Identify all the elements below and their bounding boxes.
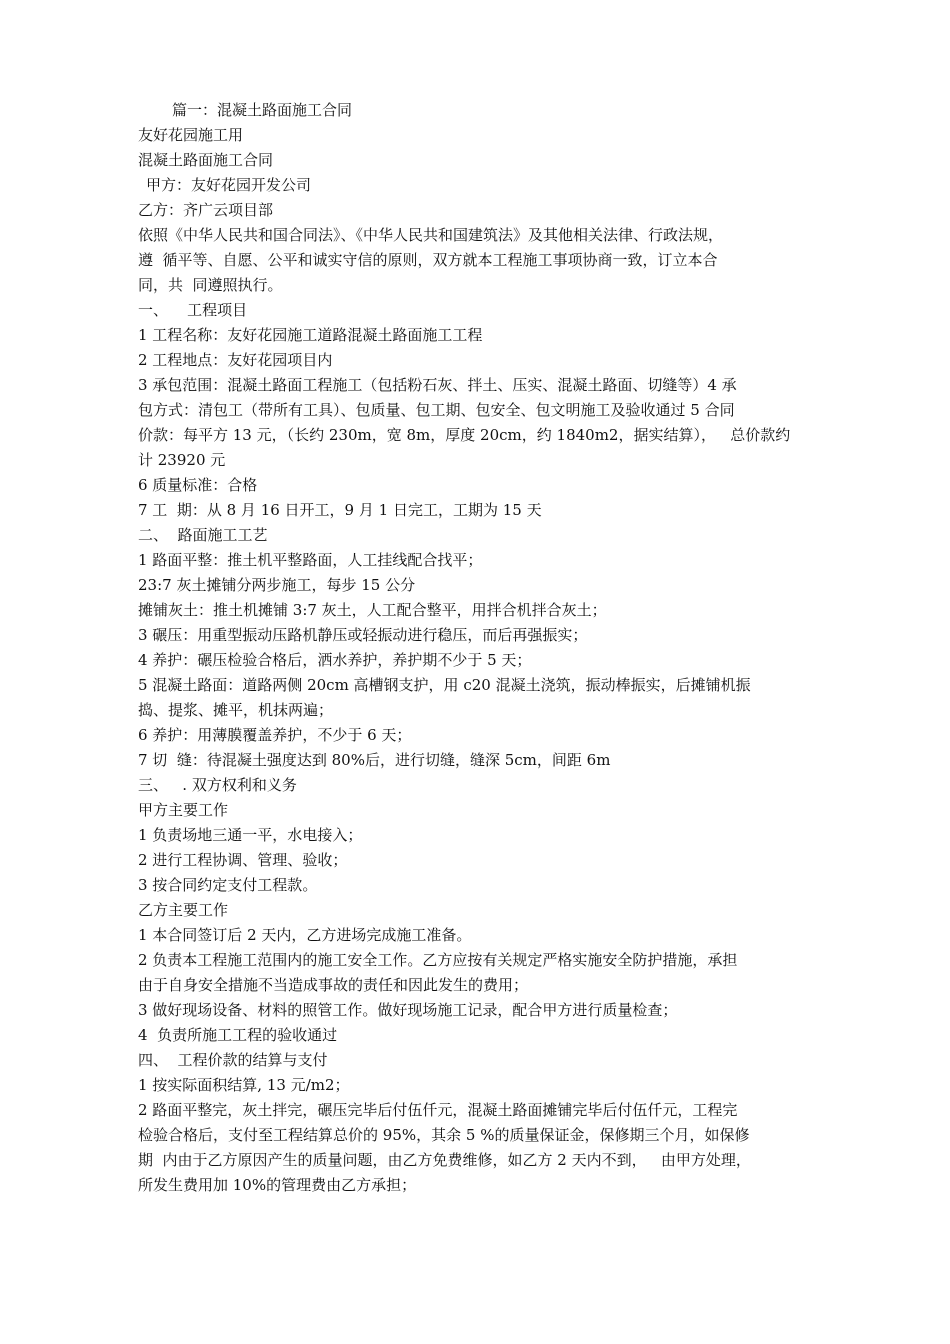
paragraph-line: 所发生费用加 10%的管理费由乙方承担； — [138, 1176, 417, 1194]
paragraph-line: 4 养护：碾压检验合格后，洒水养护，养护期不少于 5 天； — [138, 651, 532, 669]
subtitle-line: 友好花园施工用 — [138, 126, 244, 144]
section-heading: 一、 工程项目 — [138, 301, 248, 319]
subsection-heading: 乙方主要工作 — [138, 901, 229, 919]
paragraph-line: 2 负责本工程施工范围内的施工安全工作。乙方应按有关规定严格实施安全防护措施，承担 — [138, 951, 738, 969]
paragraph-line: 依照《中华人民共和国合同法》、《中华人民共和国建筑法》及其他相关法律、行政法规， — [138, 226, 724, 244]
paragraph-line: 3 做好现场设备、材料的照管工作。做好现场施工记录，配合甲方进行质量检查； — [138, 1001, 678, 1019]
paragraph-line: 3 按合同约定支付工程款。 — [138, 876, 318, 894]
document-title: 篇一：混凝土路面施工合同 — [172, 101, 353, 119]
paragraph-line: 5 混凝土路面：道路两侧 20cm 高槽钢支护，用 c20 混凝土浇筑，振动棒振实，后摊铺机振 — [138, 676, 751, 694]
paragraph-line: 1 工程名称：友好花园施工道路混凝土路面施工工程 — [138, 326, 483, 344]
paragraph-line: 6 养护：用薄膜覆盖养护，不少于 6 天； — [138, 726, 412, 744]
section-heading: 三、 . 双方权利和义务 — [138, 776, 297, 794]
subsection-heading: 甲方主要工作 — [138, 801, 229, 819]
section-heading: 二、 路面施工工艺 — [138, 526, 268, 544]
paragraph-line: 期 内由于乙方原因产生的质量问题，由乙方免费维修，如乙方 2 天内不到， 由甲方处理， — [138, 1151, 751, 1169]
paragraph-line: 1 按实际面积结算, 13 元/m2； — [138, 1076, 350, 1094]
contract-name-line: 混凝土路面施工合同 — [138, 151, 274, 169]
section-heading: 四、 工程价款的结算与支付 — [138, 1051, 328, 1069]
paragraph-line: 1 路面平整：推土机平整路面，人工挂线配合找平； — [138, 551, 483, 569]
paragraph-line: 4 负责所施工工程的验收通过 — [138, 1026, 338, 1044]
paragraph-line: 由于自身安全措施不当造成事故的责任和因此发生的费用； — [138, 976, 529, 994]
paragraph-line: 3 承包范围：混凝土路面工程施工（包括粉石灰、拌土、压实、混凝土路面、切缝等）4 承 — [138, 376, 737, 394]
contract-text — [138, 98, 828, 1198]
paragraph-line: 2 工程地点：友好花园项目内 — [138, 351, 333, 369]
paragraph-line: 摊铺灰土：推土机摊铺 3:7 灰土，人工配合整平，用拌合机拌合灰土； — [138, 601, 607, 619]
paragraph-line: 包方式：清包工（带所有工具）、包质量、包工期、包安全、包文明施工及验收通过 5 合同 — [138, 401, 735, 419]
paragraph-line: 1 负责场地三通一平，水电接入； — [138, 826, 363, 844]
paragraph-line: 3 碾压：用重型振动压路机静压或轻振动进行稳压，而后再强振实； — [138, 626, 588, 644]
paragraph-line: 计 23920 元 — [138, 451, 226, 469]
party-b-line: 乙方：齐广云项目部 — [138, 201, 274, 219]
paragraph-line: 检验合格后，支付至工程结算总价的 95%，其余 5 %的质量保证金，保修期三个月，如保修 — [138, 1126, 750, 1144]
paragraph-line: 7 切 缝：待混凝土强度达到 80%后，进行切缝，缝深 5cm，间距 6m — [138, 751, 611, 769]
paragraph-line: 6 质量标准：合格 — [138, 476, 258, 494]
paragraph-line: 捣、提浆、摊平，机抹两遍； — [138, 701, 334, 719]
paragraph-line: 23:7 灰土摊铺分两步施工，每步 15 公分 — [138, 576, 416, 594]
party-a-line: 甲方：友好花园开发公司 — [146, 176, 312, 194]
paragraph-line: 价款：每平方 13 元，（长约 230m，宽 8m，厚度 20cm，约 1840m2，据实结算）， 总价款约 — [138, 426, 791, 444]
paragraph-line: 2 路面平整完，灰土拌完，碾压完毕后付伍仟元，混凝土路面摊铺完毕后付伍仟元，工程完 — [138, 1101, 738, 1119]
paragraph-line: 7 工 期：从 8 月 16 日开工，9 月 1 日完工，工期为 15 天 — [138, 501, 542, 519]
paragraph-line: 2 进行工程协调、管理、验收； — [138, 851, 348, 869]
paragraph-line: 同，共 同遵照执行。 — [138, 276, 283, 294]
paragraph-line: 1 本合同签订后 2 天内，乙方进场完成施工准备。 — [138, 926, 472, 944]
paragraph-line: 遵 循平等、自愿、公平和诚实守信的原则，双方就本工程施工事项协商一致，订立本合 — [138, 251, 718, 269]
